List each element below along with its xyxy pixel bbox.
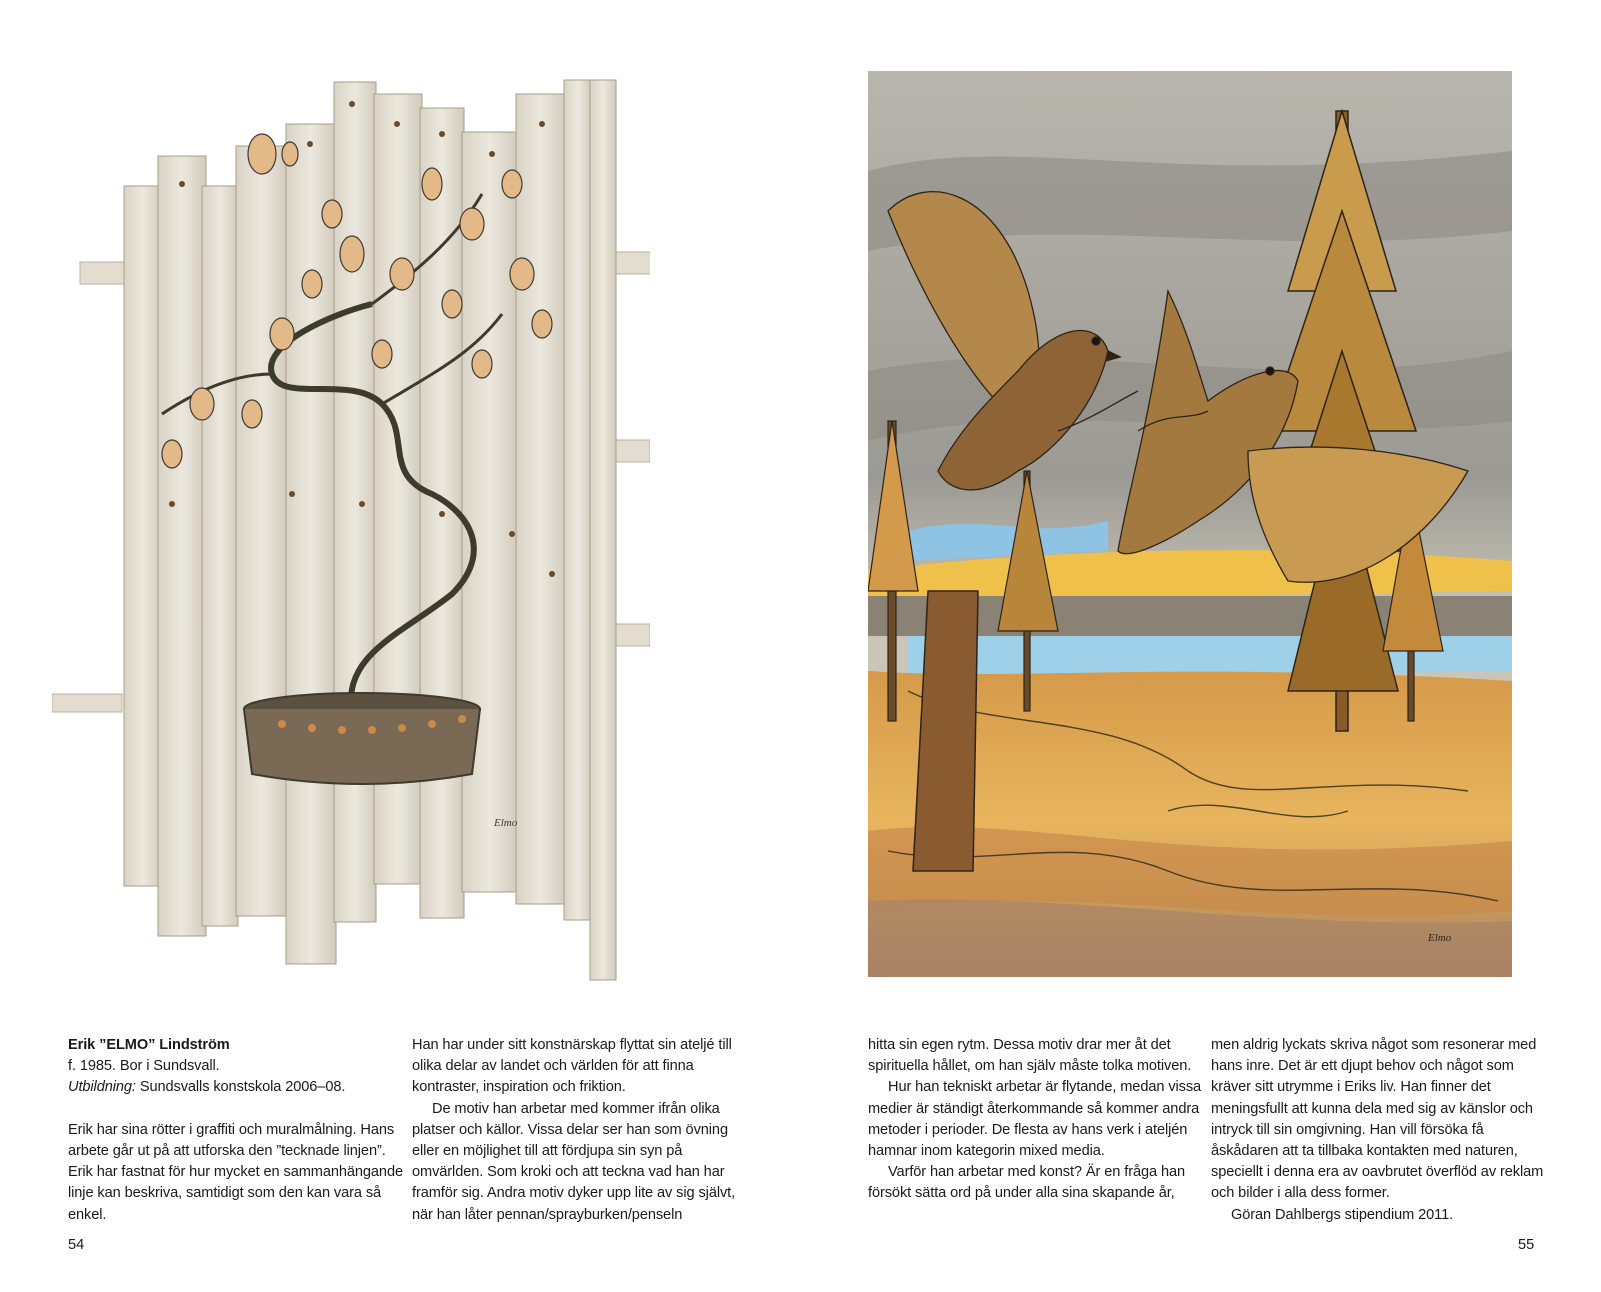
text-column-2 (412, 1035, 747, 1226)
artist-name: Erik ”ELMO” Lindström (68, 1037, 230, 1053)
page-number-right: 55 (1518, 1237, 1535, 1253)
education-value: Sundsvalls konstskola 2006–08. (135, 1079, 346, 1096)
bio-paragraph: Erik har sina rötter i graffiti och muralmålning. Hans arbete går ut på att utforska den ”tecknade linjen”. Erik har fastnat för hur mycket en sammanhängande linje kan beskriva, samtidigt som den kan vara så enkel. (68, 1121, 403, 1223)
bio-paragraph: hitta sin egen rytm. Dessa motiv drar mer åt det spirituella hållet, om han själv måste tolka motiven. (868, 1037, 1192, 1075)
scholarship-note: Göran Dahlbergs stipendium 2011. (1231, 1206, 1454, 1223)
artist-born: f. 1985. Bor i Sundsvall. (68, 1058, 220, 1075)
text-column-4 (1211, 1035, 1546, 1226)
left-artwork-signature: Elmo (494, 817, 518, 829)
page-number-left: 54 (68, 1237, 85, 1253)
wooden-planks-tree-artwork (52, 74, 650, 994)
bio-paragraph: Han har under sitt konstnärskap flyttat sin ateljé till olika delar av landet och världen för att finna kontraster, inspiration och friktion. (412, 1037, 732, 1096)
bio-paragraph: De motiv han arbetar med kommer ifrån olika platser och källor. Vissa delar ser han som övning eller en möjlighet till att fördjupa sin syn på omvärlden. Som kroki och att teckna vad han har framför sig. Andra motiv dyker upp lite av sig självt, när han låter pennan/sprayburken/penseln (412, 1100, 736, 1223)
text-column-1 (68, 1035, 403, 1226)
watercolor-birds-landscape-artwork (868, 71, 1512, 977)
bio-paragraph: Varför han arbetar med konst? Är en fråga han försökt sätta ord på under alla sina skapande år, (868, 1164, 1186, 1202)
text-column-3 (868, 1035, 1203, 1205)
education-label: Utbildning: (68, 1079, 136, 1096)
right-artwork-signature: Elmo (1428, 932, 1452, 944)
bio-paragraph: men aldrig lyckats skriva något som resonerar med hans inre. Det är ett djupt behov och något som kräver sitt utrymme i Eriks liv. Han finner det meningsfullt att kunna dela med sig av känslor och intryck till sin omgivning. Han vill försöka få åskådaren att ta tillbaka kontakten med naturen, speciellt i denna era av oavbrutet överflöd av reklam och bilder i alla dess former. (1211, 1037, 1544, 1202)
artist-education (68, 1077, 403, 1098)
bio-paragraph: Hur han tekniskt arbetar är flytande, medan vissa medier är ständigt återkommande så kommer andra metoder i perioder. De flesta av hans verk i ateljén hamnar inom kategorin mixed media. (868, 1079, 1202, 1160)
